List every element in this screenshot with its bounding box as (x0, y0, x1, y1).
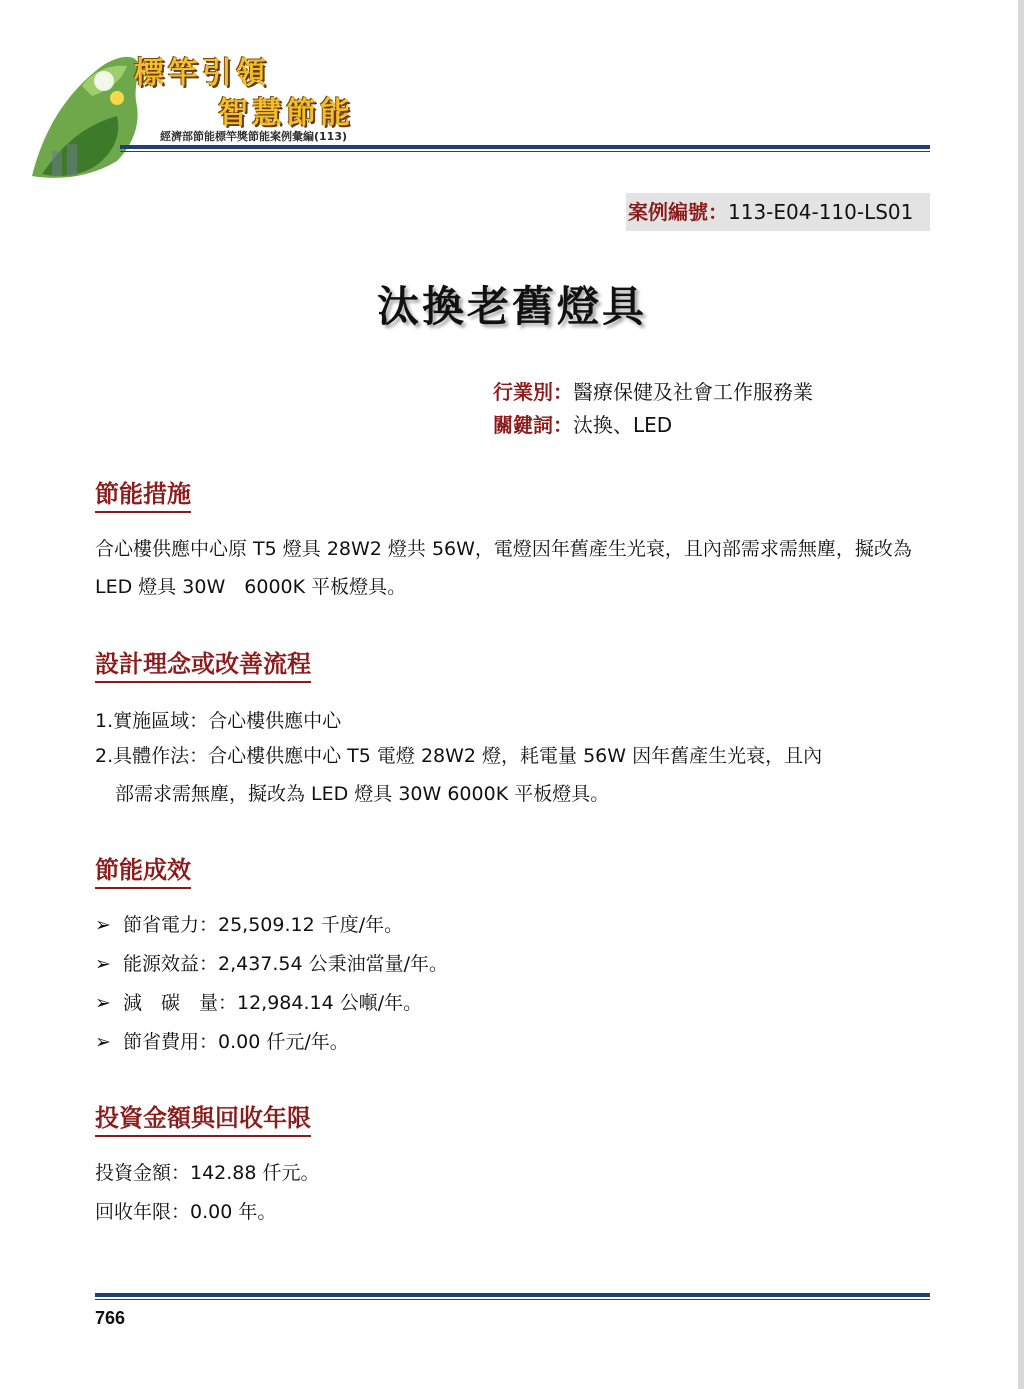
design-item-2-line2: 部需求需無塵，擬改為 LED 燈具 30W 6000K 平板燈具。 (115, 783, 610, 805)
page-title: 汰換老舊燈具 (376, 282, 647, 331)
bullet-arrow-icon: ➢ (95, 992, 111, 1014)
case-number-label: 案例編號： (628, 200, 728, 224)
design-item-2-line1: 2.具體作法：合心樓供應中心 T5 電燈 28W2 燈，耗電量 56W 因年舊產生光衰，且內 (95, 745, 823, 767)
bullet-arrow-icon: ➢ (95, 914, 111, 936)
design-item-1: 1.實施區域：合心樓供應中心 (95, 710, 342, 732)
logo-text-line2: 智慧節能 (218, 96, 354, 131)
section-heading-design: 設計理念或改善流程 (95, 644, 311, 683)
result-energy: 能源效益：2,437.54 公秉油當量/年。 (123, 953, 449, 975)
page-number: 766 (95, 1308, 126, 1328)
industry-label: 行業別： (493, 380, 573, 404)
logo-text-line1: 標竿引領 (134, 56, 270, 91)
list-item (95, 988, 422, 1015)
investment-amount: 投資金額：142.88 仟元。 (95, 1162, 320, 1184)
bullet-arrow-icon: ➢ (95, 953, 111, 975)
bullet-arrow-icon: ➢ (95, 1031, 111, 1053)
keyword-line (493, 409, 672, 438)
keyword-value: 汰換、LED (573, 413, 673, 437)
case-number-value: 113-E04-110-LS01 (728, 200, 914, 224)
header-rule (120, 145, 930, 152)
list-item (95, 910, 403, 937)
header-logo (22, 26, 382, 186)
industry-value: 醫療保健及社會工作服務業 (573, 380, 813, 404)
section-heading-measures: 節能措施 (95, 474, 191, 513)
result-cost: 節省費用：0.00 仟元/年。 (123, 1031, 349, 1053)
industry-line (493, 376, 813, 405)
result-electricity: 節省電力：25,509.12 千度/年。 (123, 914, 404, 936)
list-item (95, 1027, 349, 1054)
page-edge (1018, 0, 1024, 1389)
case-number (626, 193, 930, 231)
list-item (95, 949, 448, 976)
result-carbon: 減 碳 量：12,984.14 公噸/年。 (123, 992, 423, 1014)
header-subtitle: 經濟部節能標竿獎節能案例彙編(113) (160, 130, 348, 143)
keyword-label: 關鍵詞： (493, 413, 573, 437)
section-heading-investment: 投資金額與回收年限 (95, 1098, 311, 1137)
payback-period: 回收年限：0.00 年。 (95, 1201, 277, 1223)
measures-text: 合心樓供應中心原 T5 燈具 28W2 燈共 56W，電燈因年舊產生光衰，且內部需求需無塵，擬改為 LED 燈具 30W 6000K 平板燈具。 (95, 538, 912, 598)
footer-rule (95, 1293, 930, 1300)
section-heading-results: 節能成效 (95, 850, 191, 889)
